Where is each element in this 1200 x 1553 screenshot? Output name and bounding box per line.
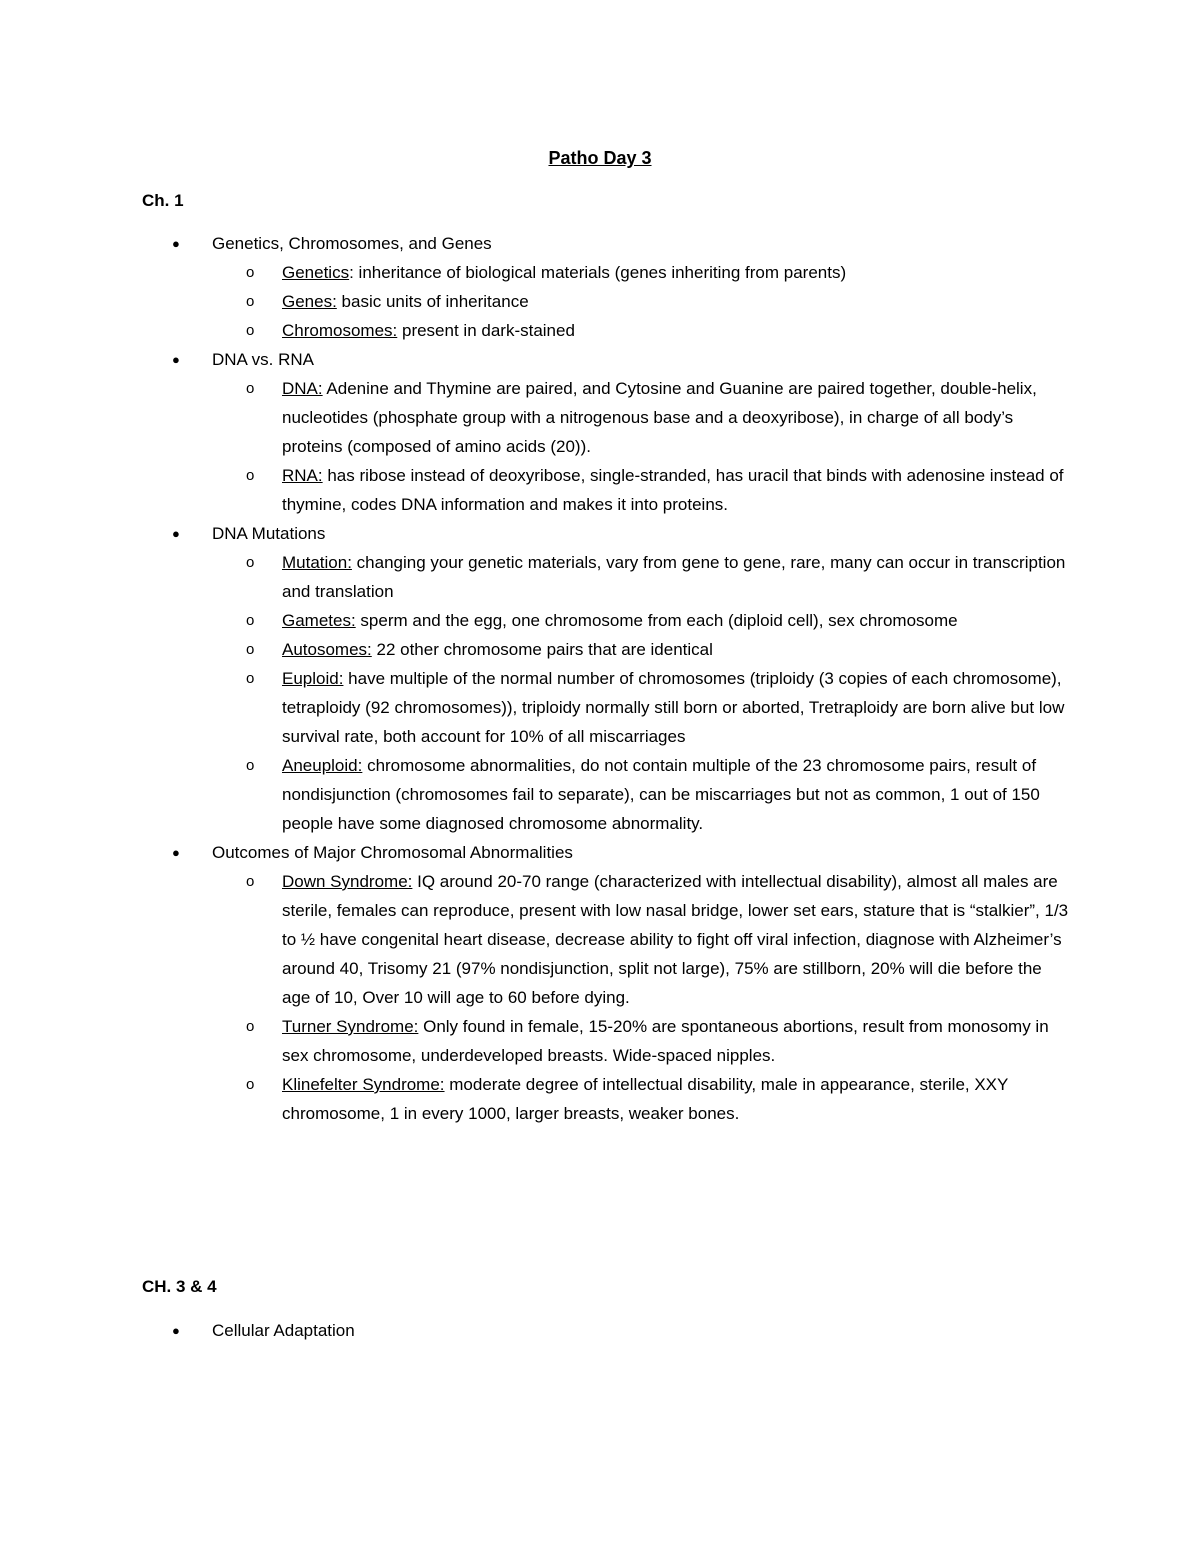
document-title: Patho Day 3 bbox=[548, 148, 652, 168]
sub-item bbox=[246, 374, 1074, 461]
circle-bullet-icon: o bbox=[246, 641, 255, 658]
definition: 22 other chromosome pairs that are identical bbox=[371, 640, 713, 659]
term: Down Syndrome: bbox=[282, 872, 413, 891]
sub-item bbox=[246, 606, 1074, 635]
bullet-label: DNA vs. RNA bbox=[212, 350, 315, 369]
circle-bullet-icon: o bbox=[246, 612, 255, 629]
bullet-item-chromosomal-abnormalities bbox=[0, 838, 1200, 1128]
circle-bullet-icon: o bbox=[246, 757, 255, 774]
chapter-heading-ch1: Ch. 1 bbox=[142, 191, 184, 210]
sub-list bbox=[212, 258, 1200, 345]
sub-item bbox=[246, 287, 1074, 316]
sub-item bbox=[246, 461, 1074, 519]
circle-bullet-icon: o bbox=[246, 293, 255, 310]
definition: moderate degree of intellectual disability, male in appearance, sterile, XXY chromosome, 1 in every 1000, larger breasts, weaker bones. bbox=[282, 1075, 1009, 1123]
bullet-dot-icon: ● bbox=[172, 236, 180, 251]
term: Euploid: bbox=[282, 669, 344, 688]
sub-list bbox=[212, 548, 1200, 838]
sub-item bbox=[246, 548, 1074, 606]
bullet-label: DNA Mutations bbox=[212, 524, 326, 543]
sub-item bbox=[246, 751, 1074, 838]
sub-item bbox=[246, 867, 1074, 1012]
term: Mutation: bbox=[282, 553, 352, 572]
definition: changing your genetic materials, vary from gene to gene, rare, many can occur in transcription and translation bbox=[282, 553, 1066, 601]
bullet-item-dna-mutations bbox=[0, 519, 1200, 838]
definition: have multiple of the normal number of chromosomes (triploidy (3 copies of each chromosome), tetraploidy (92 chromosomes)), triploidy normally still born or aborted, Tretraploidy are born alive but low survival rate, both account for 10% of all miscarriages bbox=[282, 669, 1065, 746]
outline-ch3-4 bbox=[0, 1316, 1200, 1345]
term: Genetics bbox=[282, 263, 350, 282]
circle-bullet-icon: o bbox=[246, 264, 255, 281]
term: Autosomes: bbox=[282, 640, 372, 659]
circle-bullet-icon: o bbox=[246, 1076, 255, 1093]
bullet-item-genetics bbox=[0, 229, 1200, 345]
bullet-dot-icon: ● bbox=[172, 352, 180, 367]
term: Klinefelter Syndrome: bbox=[282, 1075, 445, 1094]
circle-bullet-icon: o bbox=[246, 322, 255, 339]
term: RNA: bbox=[282, 466, 323, 485]
sub-list bbox=[212, 374, 1200, 519]
definition: Only found in female, 15-20% are spontaneous abortions, result from monosomy in sex chromosome, underdeveloped breasts. Wide-spaced nipples. bbox=[282, 1017, 1049, 1065]
term: Gametes: bbox=[282, 611, 356, 630]
definition: Adenine and Thymine are paired, and Cytosine and Guanine are paired together, double-helix, nucleotides (phosphate group with a nitrogenous base and a deoxyribose), in charge of all body’s proteins (composed of amino acids (20)). bbox=[282, 379, 1037, 456]
chapter-heading-ch3-4: CH. 3 & 4 bbox=[142, 1277, 217, 1296]
bullet-item-dna-rna bbox=[0, 345, 1200, 519]
sub-list bbox=[212, 867, 1200, 1128]
bullet-dot-icon: ● bbox=[172, 1323, 180, 1338]
definition: chromosome abnormalities, do not contain multiple of the 23 chromosome pairs, result of nondisjunction (chromosomes fail to separate), can be miscarriages but not as common, 1 out of 150 people have some diagnosed chromosome abnormality. bbox=[282, 756, 1040, 833]
term: Aneuploid: bbox=[282, 756, 363, 775]
term: Genes: bbox=[282, 292, 337, 311]
sub-item bbox=[246, 664, 1074, 751]
circle-bullet-icon: o bbox=[246, 670, 255, 687]
circle-bullet-icon: o bbox=[246, 380, 255, 397]
bullet-label: Outcomes of Major Chromosomal Abnormalities bbox=[212, 843, 573, 862]
bullet-dot-icon: ● bbox=[172, 526, 180, 541]
definition: present in dark-stained bbox=[397, 321, 575, 340]
definition: basic units of inheritance bbox=[336, 292, 529, 311]
bullet-item-cellular-adaptation bbox=[0, 1316, 1200, 1345]
term: Turner Syndrome: bbox=[282, 1017, 419, 1036]
circle-bullet-icon: o bbox=[246, 554, 255, 571]
sub-item bbox=[246, 635, 1074, 664]
circle-bullet-icon: o bbox=[246, 873, 255, 890]
definition: sperm and the egg, one chromosome from each (diploid cell), sex chromosome bbox=[355, 611, 958, 630]
circle-bullet-icon: o bbox=[246, 1018, 255, 1035]
sub-item bbox=[246, 316, 1074, 345]
sub-item bbox=[246, 1070, 1074, 1128]
bullet-dot-icon: ● bbox=[172, 845, 180, 860]
definition: has ribose instead of deoxyribose, single-stranded, has uracil that binds with adenosine instead of thymine, codes DNA information and makes it into proteins. bbox=[282, 466, 1064, 514]
outline-ch1 bbox=[0, 229, 1200, 1128]
term: Chromosomes: bbox=[282, 321, 398, 340]
sub-item bbox=[246, 258, 1074, 287]
bullet-label: Genetics, Chromosomes, and Genes bbox=[212, 234, 492, 253]
definition: IQ around 20-70 range (characterized with intellectual disability), almost all males are sterile, females can reproduce, present with low nasal bridge, lower set ears, stature that is “stalkier”, 1/3 to ½ have congenital heart disease, decrease ability to fight off viral infection, diagnose with Alzheimer’s around 40, Trisomy 21 (97% nondisjunction, split not large), 75% are stillborn, 20% will die before the age of 10, Over 10 will age to 60 before dying. bbox=[282, 872, 1069, 1007]
sub-item bbox=[246, 1012, 1074, 1070]
bullet-label: Cellular Adaptation bbox=[212, 1321, 355, 1340]
term: DNA: bbox=[282, 379, 323, 398]
circle-bullet-icon: o bbox=[246, 467, 255, 484]
definition: : inheritance of biological materials (genes inheriting from parents) bbox=[349, 263, 847, 282]
